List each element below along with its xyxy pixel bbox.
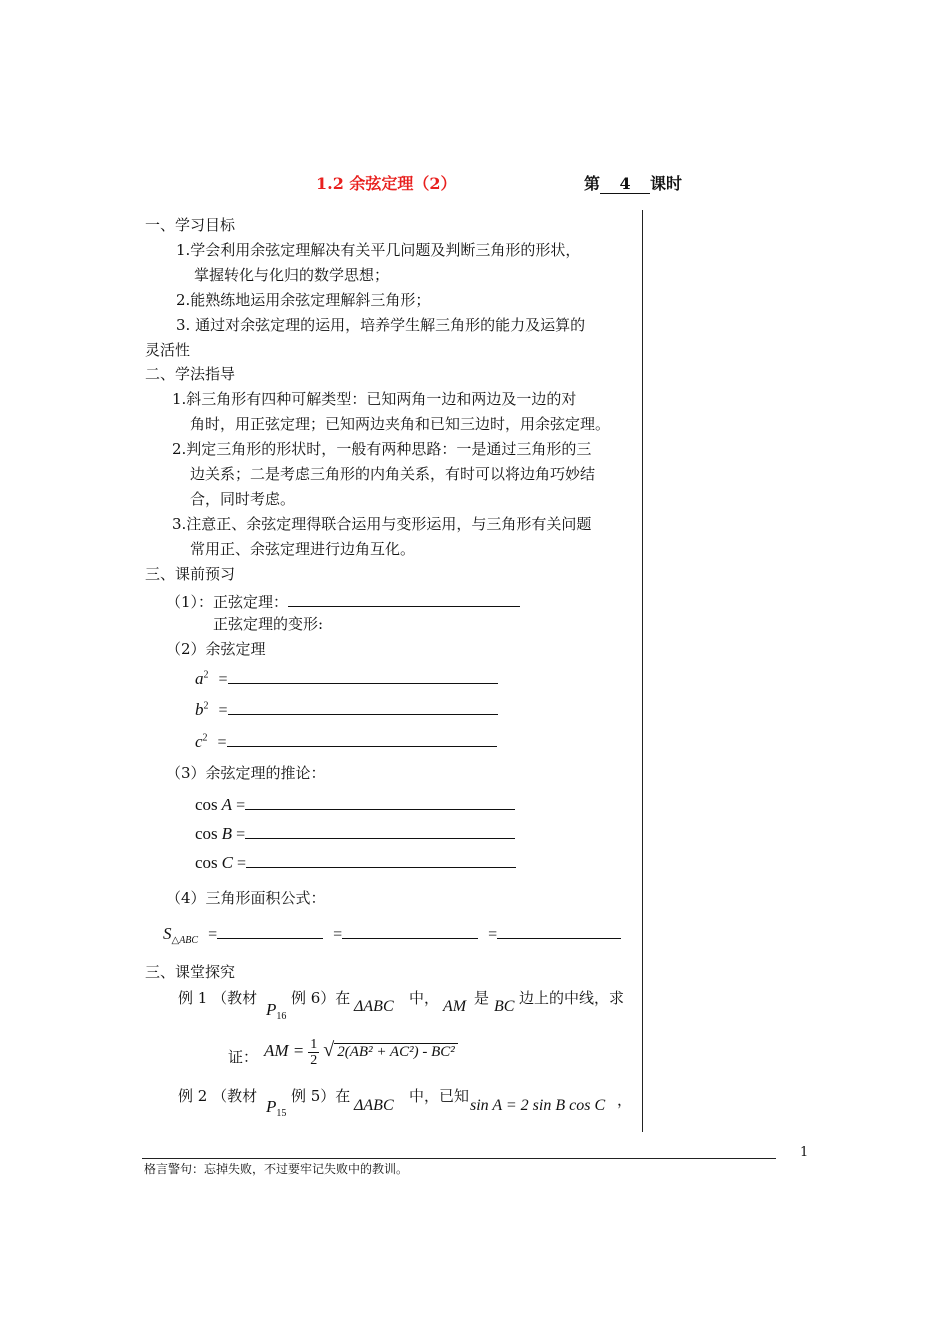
cos-fn-c: cos: [195, 853, 218, 872]
ex1-tail: 边上的中线，求: [519, 989, 625, 1007]
method-1b: 角时，用正弦定理；已知两边夹角和已知三边时，用余弦定理。: [190, 415, 611, 433]
lesson-prefix: 第: [584, 174, 601, 193]
cos-fn-b: cos: [195, 824, 218, 843]
ex1-p: [266, 1000, 286, 1022]
eq-b: =: [218, 702, 228, 719]
sq-c: 2: [202, 732, 208, 744]
ex1-am: AM: [443, 998, 467, 1015]
preview-1-label: （1）：正弦定理：: [166, 593, 289, 611]
cosine-a-blank[interactable]: [228, 667, 498, 684]
lesson-title: 1.2 余弦定理（2）: [316, 174, 457, 193]
area-eq-1: =: [208, 926, 218, 943]
ex2-p-var: P: [266, 1097, 277, 1116]
cosC-blank[interactable]: [246, 851, 516, 868]
var-a: a: [195, 669, 204, 688]
goal-1a: 1.学会利用余弦定理解决有关平几问题及判断三角形的形状，: [176, 241, 581, 259]
page-number: 1: [800, 1145, 809, 1160]
ex2-mid: 例 5）在: [291, 1087, 351, 1105]
preview-3: （3）余弦定理的推论：: [166, 764, 326, 782]
cosine-b-blank[interactable]: [228, 698, 498, 715]
cos-fn-a: cos: [195, 795, 218, 814]
sq-b: 2: [203, 700, 209, 712]
var-S: S: [163, 924, 172, 943]
cosine-c-blank[interactable]: [227, 730, 497, 747]
ex1-mid: 例 6）在: [291, 989, 351, 1007]
cosine-a-row: [195, 667, 498, 689]
ex1-proof: 证：: [228, 1048, 259, 1066]
eq-C: =: [237, 855, 247, 872]
eq-a: =: [218, 671, 228, 688]
ex1-frac-den: 2: [310, 1053, 318, 1068]
preview-2: （2）余弦定理: [166, 640, 266, 658]
ex1-shi: 是: [474, 989, 490, 1007]
cosB-blank[interactable]: [245, 822, 515, 839]
cosine-b-row: [195, 698, 498, 720]
ex2-formula: sin A = 2 sin B cos C: [470, 1097, 606, 1114]
var-A: A: [221, 795, 233, 814]
method-3a: 3.注意正、余弦定理得联合运用与变形运用，与三角形有关问题: [172, 515, 592, 533]
goals-heading: 一、学习目标: [145, 216, 236, 234]
area-eq-2: =: [333, 926, 343, 943]
area-row: [163, 922, 621, 946]
preview-heading: 三、课前预习: [145, 565, 236, 583]
ex2-label: 例 2 （教材: [178, 1087, 258, 1105]
ex1-formula-lhs: AM =: [264, 1041, 305, 1061]
cosA-row: [195, 793, 515, 815]
goal-3a: 3. 通过对余弦定理的运用，培养学生解三角形的能力及运算的: [176, 316, 586, 334]
ex1-zhong: 中，: [409, 989, 440, 1007]
var-c: c: [195, 732, 203, 751]
S-sub: △ABC: [171, 935, 199, 947]
var-B: B: [221, 824, 233, 843]
ex1-label: 例 1 （教材: [178, 989, 258, 1007]
footer-rule: [142, 1158, 776, 1159]
ex1-p-var: P: [266, 1000, 277, 1019]
lesson-suffix: 课时: [650, 174, 683, 193]
area-blank-1[interactable]: [217, 922, 323, 939]
lesson-number: [584, 171, 682, 194]
ex2-p: [266, 1097, 286, 1119]
sq-a: 2: [203, 669, 209, 681]
sine-law-blank[interactable]: [288, 590, 520, 607]
area-blank-3[interactable]: [497, 922, 621, 939]
lesson-num: 4: [600, 174, 650, 194]
ex1-fraction: [308, 1037, 319, 1068]
area-eq-3: =: [488, 926, 498, 943]
area-blank-2[interactable]: [342, 922, 478, 939]
method-2c: 合，同时考虑。: [190, 490, 296, 508]
var-C: C: [221, 853, 234, 872]
method-1a: 1.斜三角形有四种可解类型：已知两角一边和两边及一边的对: [172, 390, 577, 408]
method-3b: 常用正、余弦定理进行边角互化。: [190, 540, 416, 558]
ex1-radicand: 2(AB² + AC²) - BC²: [334, 1043, 458, 1060]
eq-A: =: [236, 797, 246, 814]
goal-2: 2.能熟练地运用余弦定理解斜三角形；: [176, 291, 431, 309]
method-2b: 边关系；二是考虑三角形的内角关系，有时可以将边角巧妙结: [190, 465, 596, 483]
goal-1b: 掌握转化与化归的数学思想；: [194, 266, 390, 284]
sqrt-icon: √: [323, 1039, 335, 1062]
ex1-bc: BC: [494, 998, 515, 1015]
margin-line: [642, 210, 643, 1132]
cosine-c-row: [195, 730, 497, 752]
preview-1: [166, 590, 520, 612]
cosC-row: [195, 851, 516, 873]
ex1-formula: [264, 1037, 458, 1068]
ex1-p-sub: 16: [276, 1011, 287, 1023]
ex2-p-sub: 15: [276, 1108, 287, 1120]
method-heading: 二、学法指导: [145, 365, 236, 383]
preview-1-sub: 正弦定理的变形:: [213, 615, 324, 633]
preview-4: （4）三角形面积公式：: [166, 889, 326, 907]
ex2-comma: ，: [617, 1091, 633, 1109]
var-b: b: [195, 700, 204, 719]
cosA-blank[interactable]: [245, 793, 515, 810]
ex1-frac-num: 1: [310, 1037, 318, 1052]
eq-B: =: [236, 826, 246, 843]
method-2a: 2.判定三角形的形状时，一般有两种思路：一是通过三角形的三: [172, 440, 592, 458]
ex2-zhong: 中，已知: [409, 1087, 470, 1105]
ex1-tri: ΔABC: [354, 998, 394, 1015]
ex2-tri: ΔABC: [354, 1097, 394, 1114]
cosB-row: [195, 822, 515, 844]
eq-c: =: [217, 734, 227, 751]
footer-motto: 格言警句：忘掉失败，不过要牢记失败中的教训。: [144, 1162, 409, 1176]
explore-heading: 三、课堂探究: [145, 963, 236, 981]
goal-3b: 灵活性: [145, 341, 191, 359]
